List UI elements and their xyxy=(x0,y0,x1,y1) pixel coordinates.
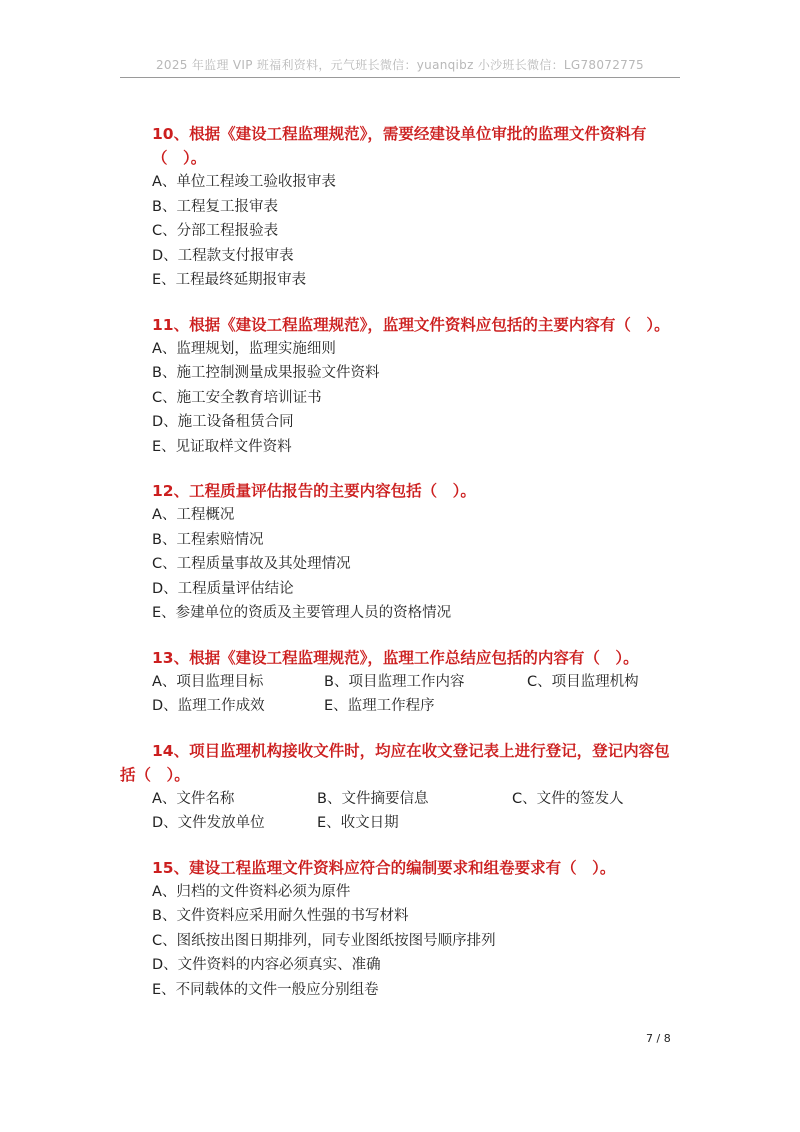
option-c: C、施工安全教育培训证书 xyxy=(152,389,322,406)
option-d: D、工程质量评估结论 xyxy=(152,580,294,597)
option-row xyxy=(120,670,682,695)
page-header: 2025 年监理 VIP 班福利资料，元气班长微信：yuanqibz 小沙班长微信：LG78072775 xyxy=(156,58,644,72)
option-row xyxy=(120,694,682,719)
option-a: A、文件名称 xyxy=(152,790,235,807)
option-b: B、施工控制测量成果报验文件资料 xyxy=(152,365,380,381)
question-12 xyxy=(120,479,682,626)
question-title: 12、工程质量评估报告的主要内容包括（ ）。 xyxy=(152,482,476,500)
question-10 xyxy=(120,122,682,293)
option-a: A、工程概况 xyxy=(152,507,235,523)
option-e: E、工程最终延期报审表 xyxy=(152,272,307,288)
option-c: C、图纸按出图日期排列，同专业图纸按图号顺序排列 xyxy=(152,932,496,949)
question-13 xyxy=(120,646,682,719)
option-e: E、不同载体的文件一般应分别组卷 xyxy=(152,981,379,998)
option-b: B、工程索赔情况 xyxy=(152,531,264,548)
option-a: A、项目监理目标 xyxy=(152,673,264,690)
question-15 xyxy=(120,856,682,1003)
option-row xyxy=(120,811,682,836)
option-d: D、工程款支付报审表 xyxy=(152,247,294,264)
option-b: B、文件资料应采用耐久性强的书写材料 xyxy=(152,908,409,924)
option-b: B、项目监理工作内容 xyxy=(324,673,465,690)
option-b: B、工程复工报审表 xyxy=(152,198,278,215)
option-a: A、单位工程竣工验收报审表 xyxy=(152,174,336,190)
option-a: A、归档的文件资料必须为原件 xyxy=(152,883,351,900)
option-c: C、工程质量事故及其处理情况 xyxy=(152,556,351,572)
option-c: C、分部工程报验表 xyxy=(152,223,279,239)
question-title: 11、根据《建设工程监理规范》，监理文件资料应包括的主要内容有（ ）。 xyxy=(152,315,670,334)
page-number: 7 / 8 xyxy=(646,1032,671,1045)
option-row xyxy=(120,787,682,812)
option-d: D、文件发放单位 xyxy=(152,815,265,831)
option-e: E、参建单位的资质及主要管理人员的资格情况 xyxy=(152,605,452,621)
option-d: D、施工设备租赁合同 xyxy=(152,414,294,430)
question-title: 14、项目监理机构接收文件时，均应在收文登记表上进行登记，登记内容包括（ ）。 xyxy=(120,741,670,784)
option-c: C、项目监理机构 xyxy=(527,673,639,690)
question-11 xyxy=(120,313,682,460)
option-d: D、监理工作成效 xyxy=(152,698,265,714)
question-title: 10、根据《建设工程监理规范》，需要经建设单位审批的监理文件资料有（ ）。 xyxy=(152,125,647,167)
option-e: E、收文日期 xyxy=(317,815,399,831)
question-title: 15、建设工程监理文件资料应符合的编制要求和组卷要求有（ ）。 xyxy=(152,858,616,877)
option-c: C、文件的签发人 xyxy=(512,790,624,807)
question-title: 13、根据《建设工程监理规范》，监理工作总结应包括的内容有（ ）。 xyxy=(152,648,639,667)
question-list xyxy=(120,122,682,1022)
question-14 xyxy=(120,739,682,836)
header-divider xyxy=(120,77,680,78)
option-e: E、监理工作程序 xyxy=(324,698,435,714)
option-a: A、监理规划，监理实施细则 xyxy=(152,340,336,357)
option-d: D、文件资料的内容必须真实、准确 xyxy=(152,957,381,973)
option-e: E、见证取样文件资料 xyxy=(152,438,292,455)
option-b: B、文件摘要信息 xyxy=(317,790,429,807)
